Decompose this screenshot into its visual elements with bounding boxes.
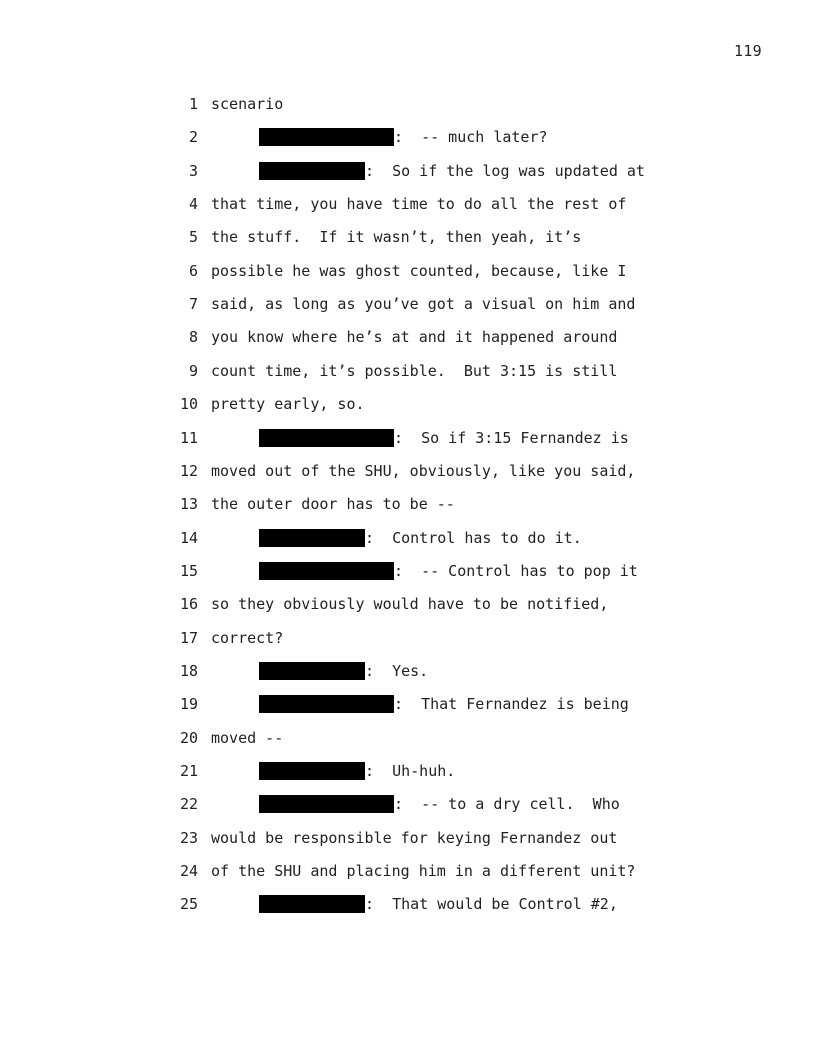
line-text	[211, 393, 365, 415]
line-text	[259, 760, 455, 782]
transcript-line	[0, 393, 816, 415]
line-content: -- to a dry cell. Who	[421, 795, 620, 814]
line-content: of the SHU and placing him in a different unit?	[211, 862, 636, 881]
redacted-speaker-name	[259, 695, 394, 713]
line-number: 18	[179, 661, 198, 680]
line-content: -- Control has to pop it	[421, 561, 638, 580]
line-text	[211, 860, 635, 882]
line-text	[259, 560, 638, 582]
transcript-line	[0, 360, 816, 382]
speaker-colon: :	[394, 795, 422, 814]
line-text	[259, 893, 618, 915]
line-text	[259, 126, 548, 148]
speaker-colon: :	[394, 695, 422, 714]
redacted-speaker-name	[259, 529, 365, 547]
redacted-speaker-name	[259, 662, 365, 680]
transcript-line	[0, 260, 816, 282]
line-number: 10	[179, 395, 198, 414]
line-number: 21	[179, 762, 198, 780]
line-content: the stuff. If it wasn’t, then yeah, it’s	[211, 228, 582, 247]
line-text	[259, 427, 629, 449]
line-text	[211, 260, 626, 282]
transcript-line	[0, 827, 816, 849]
page-number: 119	[734, 42, 762, 60]
line-text	[211, 360, 617, 382]
line-number: 17	[179, 628, 198, 647]
transcript-line	[0, 226, 816, 248]
line-content: Yes.	[392, 661, 429, 680]
line-number: 7	[188, 295, 198, 314]
speaker-colon: :	[365, 661, 393, 680]
transcript-line	[0, 493, 816, 515]
transcript-line	[0, 160, 816, 182]
line-number: 9	[188, 361, 198, 380]
line-number: 4	[188, 195, 198, 214]
line-text	[211, 293, 635, 315]
line-content: correct?	[211, 628, 284, 647]
transcript-line	[0, 460, 816, 482]
redacted-speaker-name	[259, 562, 394, 580]
line-content: moved --	[211, 728, 284, 747]
line-content: possible he was ghost counted, because, like I	[211, 261, 627, 280]
transcript-line	[0, 593, 816, 615]
transcript-line	[0, 693, 816, 715]
line-number: 2	[188, 128, 198, 147]
redacted-speaker-name	[259, 162, 365, 180]
line-content: Control has to do it.	[392, 528, 582, 547]
line-number: 8	[188, 328, 198, 347]
line-content: you know where he’s at and it happened around	[211, 328, 618, 347]
line-number: 11	[179, 428, 198, 447]
line-text	[259, 793, 620, 815]
transcript-line	[0, 560, 816, 582]
line-number: 15	[179, 561, 198, 580]
line-number: 24	[179, 862, 198, 881]
line-text	[211, 93, 283, 115]
line-content: scenario	[211, 95, 284, 113]
transcript-line	[0, 860, 816, 882]
line-number: 16	[179, 595, 198, 614]
line-text	[211, 593, 608, 615]
transcript-line	[0, 193, 816, 215]
line-number: 12	[179, 461, 198, 480]
transcript-line	[0, 527, 816, 549]
line-text	[211, 226, 581, 248]
redacted-speaker-name	[259, 795, 394, 813]
line-number: 20	[179, 728, 198, 747]
line-content: So if the log was updated at	[392, 161, 645, 180]
line-content: so they obviously would have to be notified,	[211, 595, 609, 614]
speaker-colon: :	[394, 561, 422, 580]
transcript-line	[0, 760, 816, 782]
transcript-line	[0, 793, 816, 815]
line-content: that time, you have time to do all the rest of	[211, 195, 627, 214]
line-number: 25	[179, 895, 198, 914]
speaker-colon: :	[365, 895, 393, 914]
line-number: 3	[188, 161, 198, 180]
redacted-speaker-name	[259, 895, 365, 913]
line-content: -- much later?	[421, 128, 548, 147]
speaker-colon: :	[394, 128, 422, 147]
line-text	[211, 193, 626, 215]
transcript-line	[0, 326, 816, 348]
transcript-line	[0, 893, 816, 915]
transcript-line	[0, 627, 816, 649]
line-content: moved out of the SHU, obviously, like you said,	[211, 461, 636, 480]
transcript-line	[0, 727, 816, 749]
line-text	[259, 693, 629, 715]
line-content: the outer door has to be --	[211, 495, 455, 514]
line-number: 22	[179, 795, 198, 814]
line-text	[211, 460, 635, 482]
speaker-colon: :	[365, 161, 393, 180]
transcript-line	[0, 427, 816, 449]
line-content: count time, it’s possible. But 3:15 is still	[211, 361, 618, 380]
line-text	[211, 493, 455, 515]
redacted-speaker-name	[259, 762, 365, 780]
line-content: That would be Control #2,	[392, 895, 618, 914]
line-number: 23	[179, 828, 198, 847]
line-text	[259, 527, 582, 549]
line-content: So if 3:15 Fernandez is	[421, 428, 629, 447]
redacted-speaker-name	[259, 128, 394, 146]
line-text	[211, 326, 617, 348]
transcript-line	[0, 293, 816, 315]
line-number: 19	[179, 695, 198, 714]
line-text	[259, 660, 428, 682]
line-text	[211, 827, 617, 849]
line-text	[211, 627, 283, 649]
line-number: 1	[188, 95, 198, 113]
line-content: would be responsible for keying Fernandez out	[211, 828, 618, 847]
transcript-line	[0, 660, 816, 682]
line-content: Uh-huh.	[392, 762, 456, 780]
speaker-colon: :	[394, 428, 422, 447]
line-text	[211, 727, 283, 749]
speaker-colon: :	[365, 762, 393, 780]
line-number: 5	[188, 228, 198, 247]
transcript-line	[0, 126, 816, 148]
transcript-line	[0, 93, 816, 115]
line-content: pretty early, so.	[211, 395, 365, 414]
line-content: said, as long as you’ve got a visual on him and	[211, 295, 636, 314]
line-text	[259, 160, 645, 182]
redacted-speaker-name	[259, 429, 394, 447]
line-number: 13	[179, 495, 198, 514]
speaker-colon: :	[365, 528, 393, 547]
line-number: 14	[179, 528, 198, 547]
line-number: 6	[188, 261, 198, 280]
line-content: That Fernandez is being	[421, 695, 629, 714]
